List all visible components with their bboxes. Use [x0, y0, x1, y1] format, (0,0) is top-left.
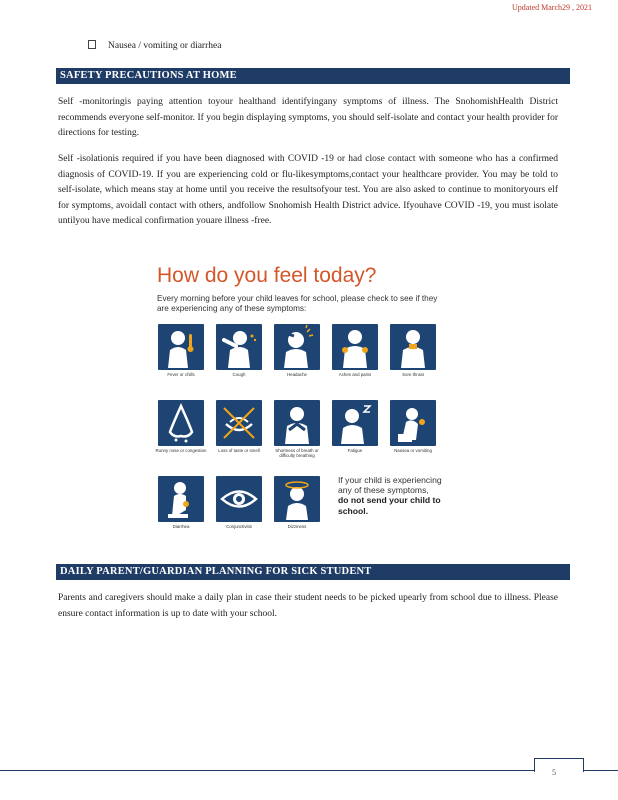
paragraph-daily-plan: Parents and caregivers should make a daily plan in case their student needs to be picked upearly from school due to illness. Please ensure contact information is up to date with your school.: [58, 593, 558, 619]
sore-throat-icon: [390, 324, 436, 370]
section-heading-safety: SAFETY PRECAUTIONS AT HOME: [56, 68, 570, 84]
infographic-title: How do you feel today?: [157, 264, 377, 287]
tile-label: Aches and pains: [338, 372, 372, 377]
page-number: 5: [552, 768, 556, 777]
tile-label: Loss of taste or smell: [218, 448, 260, 453]
footer-tab: [534, 758, 584, 772]
footer-rule: [0, 770, 618, 771]
fever-icon: [158, 324, 204, 370]
tile-label: Headache: [286, 372, 308, 377]
tile-label: Conjunctivitis: [226, 524, 252, 529]
tile-label: Dizziness: [287, 524, 307, 529]
runny-nose-icon: [158, 400, 204, 446]
cough-icon: [216, 324, 262, 370]
paragraph-self-isolation: Self -isolationis required if you have been diagnosed with COVID -19 or had close contact with someone who has a confirmed diagnosis of COVID-19. If you are experiencing cold or flu-likesymptoms,contact your healthcare provider. You may be told to self-isolate, which means stay at home until you receive the resultsofyour test. You are also asked to continue to monitoryours elf for symptoms, avoidall contact with others, andfollow Snohomish Health District advice. Ifyouhave COVID -19, you must isolate untilyou have medical confirmation youare illness -free.: [58, 154, 558, 226]
note-bold-text: do not send your child to school.: [338, 495, 441, 516]
dizziness-icon: [274, 476, 320, 522]
aches-icon: [332, 324, 378, 370]
symptom-infographic: [152, 260, 452, 540]
paragraph-self-monitoring: Self -monitoringis paying attention toyour healthand identifyingany symptoms of illness. The SnohomishHealth District recommends everyone self-monitor. If you begin displaying symptoms, you should self-isolate and contact your health provider for directions for testing.: [58, 97, 558, 138]
tile-label: Sore throat: [402, 372, 424, 377]
breathing-icon: [274, 400, 320, 446]
bullet-box-icon: [88, 40, 96, 49]
nausea-icon: [390, 400, 436, 446]
bullet-text: Nausea / vomiting or diarrhea: [108, 41, 222, 51]
section-heading-planning: DAILY PARENT/GUARDIAN PLANNING FOR SICK STUDENT: [56, 564, 570, 580]
headache-icon: [274, 324, 320, 370]
tile-label: Cough: [232, 372, 246, 377]
updated-date: Updated March29 , 2021: [512, 3, 592, 12]
note-text: If your child is experiencing any of these symptoms,: [338, 475, 442, 496]
tile-label: Runny nose or congestion: [155, 448, 207, 453]
bullet-item: [88, 40, 221, 51]
loss-taste-icon: [216, 400, 262, 446]
tile-label: Fever or chills: [167, 372, 195, 377]
tile-label: Fatigue: [347, 448, 363, 453]
fatigue-icon: [332, 400, 378, 446]
infographic-note: [338, 475, 450, 516]
tile-label: Nausea or vomiting: [394, 448, 432, 453]
infographic-subtitle: Every morning before your child leaves for school, please check to see if they are experiencing any of these symptoms:: [157, 294, 438, 313]
tile-label: Shortness of breath or difficulty breathing: [275, 448, 319, 459]
eye-icon: [216, 476, 262, 522]
tile-label: Diarrhea: [172, 524, 190, 529]
diarrhea-icon: [158, 476, 204, 522]
